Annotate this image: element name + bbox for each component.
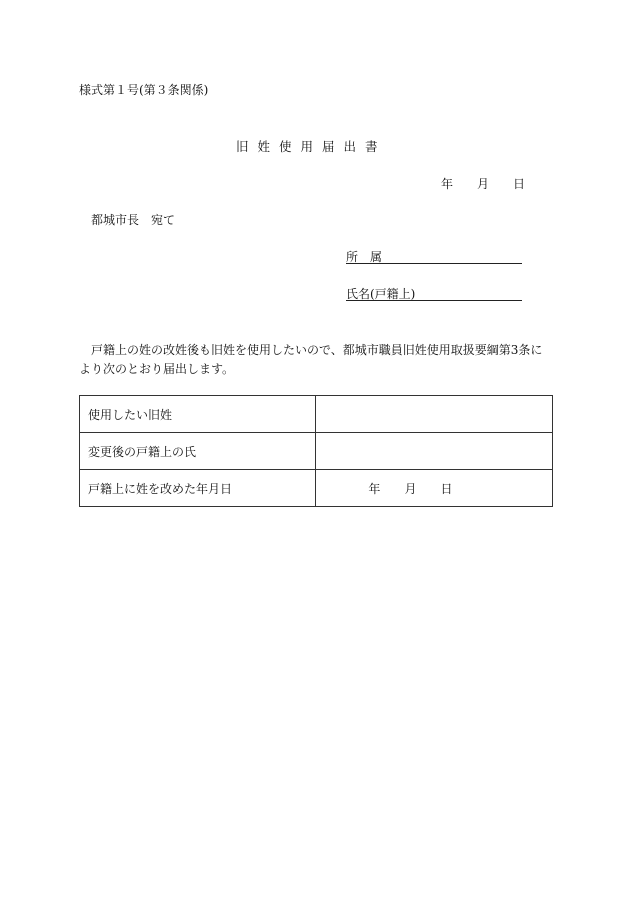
table-row (80, 433, 553, 470)
row-label-former-surname: 使用したい旧姓 (80, 396, 316, 433)
change-date-year-label: 年 (368, 481, 381, 496)
row-label-new-family-name: 変更後の戸籍上の氏 (80, 433, 316, 470)
entry-table (79, 395, 553, 507)
affiliation-field[interactable] (346, 247, 522, 264)
name-label: 氏名(戸籍上) (346, 287, 416, 301)
table-row (80, 470, 553, 507)
change-date-units (324, 480, 452, 497)
table-row (80, 396, 553, 433)
affiliation-label: 所 属 (346, 250, 383, 264)
change-date-cell[interactable] (316, 470, 553, 507)
declaration-text: 戸籍上の姓の改姓後も旧姓を使用したいので、都城市職員旧姓使用取扱要綱第3条により次のとおり届出します。 (79, 343, 543, 376)
submission-date (441, 175, 525, 192)
addressee: 都城市長 宛て (91, 213, 176, 227)
new-family-name-cell[interactable] (316, 433, 553, 470)
former-surname-cell[interactable] (316, 396, 553, 433)
change-date-month-label: 月 (404, 481, 417, 496)
date-day-label: 日 (513, 177, 526, 191)
document-title: 旧姓使用届出書 (236, 139, 387, 154)
change-date-day-label: 日 (440, 481, 453, 496)
row-label-change-date: 戸籍上に姓を改めた年月日 (80, 470, 316, 507)
name-field[interactable] (346, 284, 522, 301)
form-number: 様式第１号(第３条関係) (79, 83, 209, 97)
date-year-label: 年 (441, 177, 454, 191)
date-month-label: 月 (477, 177, 490, 191)
